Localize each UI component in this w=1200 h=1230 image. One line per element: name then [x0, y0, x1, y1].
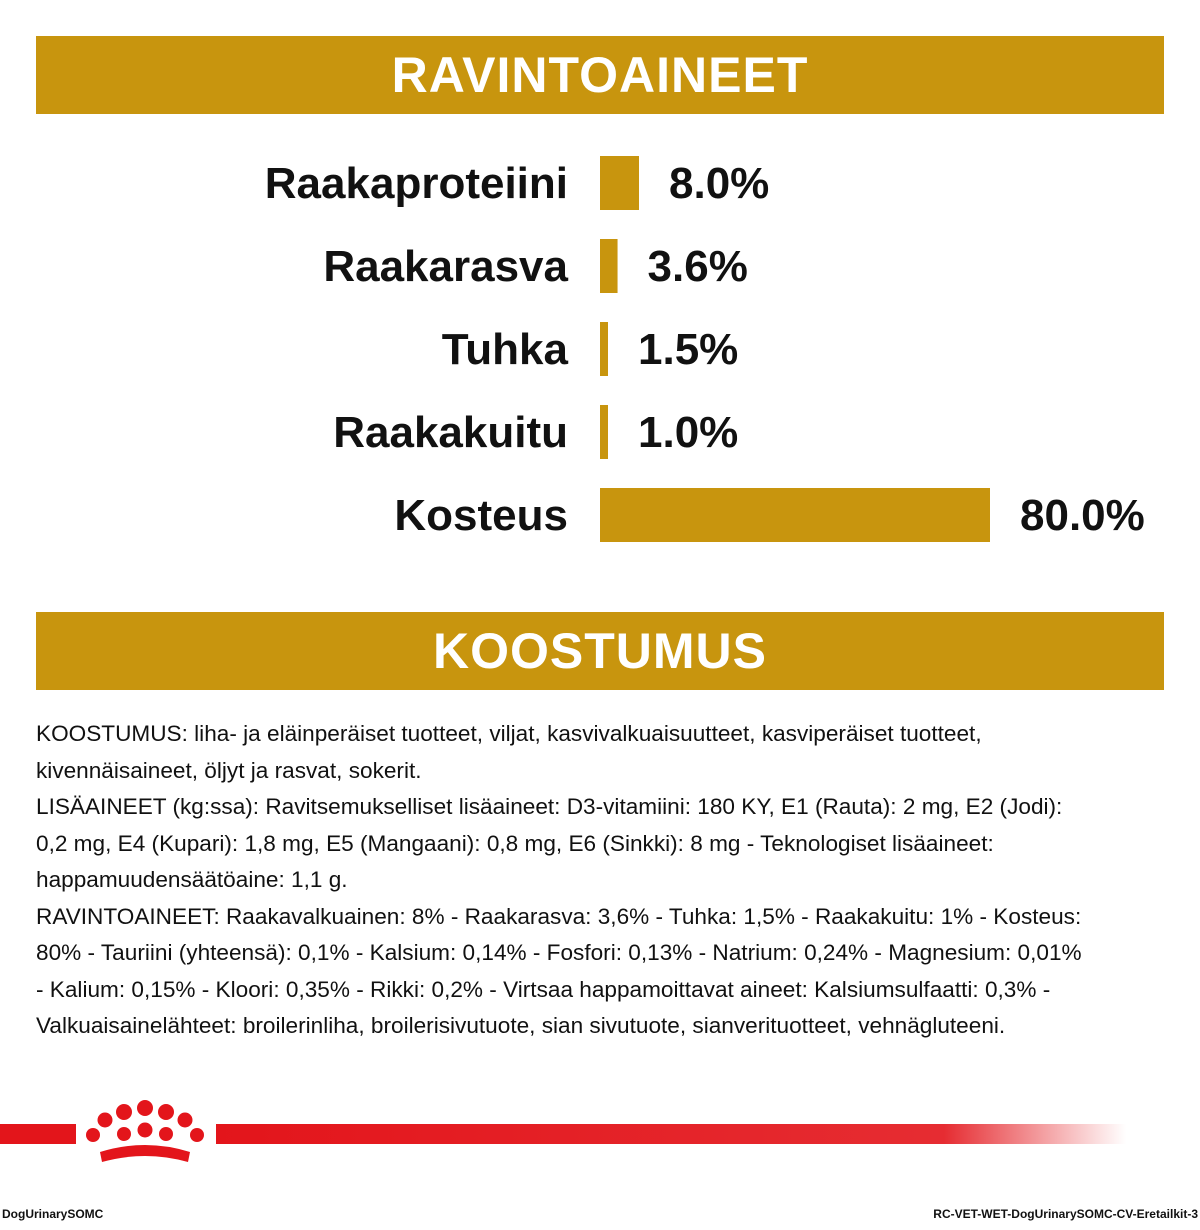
bar-raakarasva — [600, 239, 618, 293]
nutrients-title: RAVINTOAINEET — [391, 47, 809, 103]
composition-line: Valkuaisainelähteet: broilerinliha, broilerisivutuote, sian sivutuote, sianverituotteet, vehnägluteeni. — [36, 1013, 1006, 1038]
category-label: Raakaproteiini — [264, 159, 568, 208]
category-label: Tuhka — [441, 325, 568, 374]
composition-line: LISÄAINEET (kg:ssa): Ravitsemukselliset lisäaineet: D3-vitamiini: 180 KY, E1 (Rauta): 2 mg, E2 (Jodi): — [36, 794, 1063, 819]
composition-line: 0,2 mg, E4 (Kupari): 1,8 mg, E5 (Mangaani): 0,8 mg, E6 (Sinkki): 8 mg - Teknologiset lisäaineet: — [36, 830, 994, 856]
composition-line: happamuudensäätöaine: 1,1 g. — [36, 867, 348, 892]
nutrients-header — [36, 36, 1164, 114]
composition-title: KOOSTUMUS — [433, 623, 767, 679]
composition-line: KOOSTUMUS: liha- ja eläinperäiset tuotteet, viljat, kasvivalkuaisuutteet, kasviperäiset tuotteet, — [36, 721, 982, 746]
composition-text — [36, 716, 1166, 1045]
nutrient-bar-chart — [0, 140, 1200, 570]
red-line-left — [0, 1124, 76, 1144]
category-label: Raakarasva — [323, 242, 568, 291]
composition-line: RAVINTOAINEET: Raakavalkuainen: 8% - Raakarasva: 3,6% - Tuhka: 1,5% - Raakakuitu: 1% - Kosteus: — [36, 903, 1082, 929]
bar-raakaproteiini — [600, 156, 639, 210]
value-label: 8.0% — [669, 159, 770, 208]
bar-tuhka — [600, 322, 608, 376]
footer-right-code: RC-VET-WET-DogUrinarySOMC-CV-Eretailkit-3 — [933, 1207, 1198, 1221]
bar-raakakuitu — [600, 405, 608, 459]
value-label: 1.5% — [638, 325, 739, 374]
composition-line: - Kalium: 0,15% - Kloori: 0,35% - Rikki: 0,2% - Virtsaa happamoittavat aineet: Kalsiumsulfaatti: 0,3% - — [36, 976, 1051, 1002]
brand-footer-strip — [0, 1090, 1200, 1180]
composition-line: 80% - Tauriini (yhteensä): 0,1% - Kalsium: 0,14% - Fosfori: 0,13% - Natrium: 0,24% - Magnesium: 0,01% — [36, 940, 1082, 965]
royal-canin-crown-icon — [86, 1100, 204, 1162]
red-line-right — [216, 1124, 1126, 1144]
composition-line: kivennäisaineet, öljyt ja rasvat, sokerit. — [36, 757, 422, 783]
value-label: 1.0% — [638, 408, 739, 457]
bar-kosteus — [600, 488, 990, 542]
footer-left-code: DogUrinarySOMC — [2, 1207, 104, 1221]
value-label: 3.6% — [647, 242, 748, 291]
composition-header — [36, 612, 1164, 690]
value-label: 80.0% — [1020, 491, 1145, 540]
category-label: Kosteus — [394, 491, 568, 540]
category-label: Raakakuitu — [333, 408, 568, 457]
